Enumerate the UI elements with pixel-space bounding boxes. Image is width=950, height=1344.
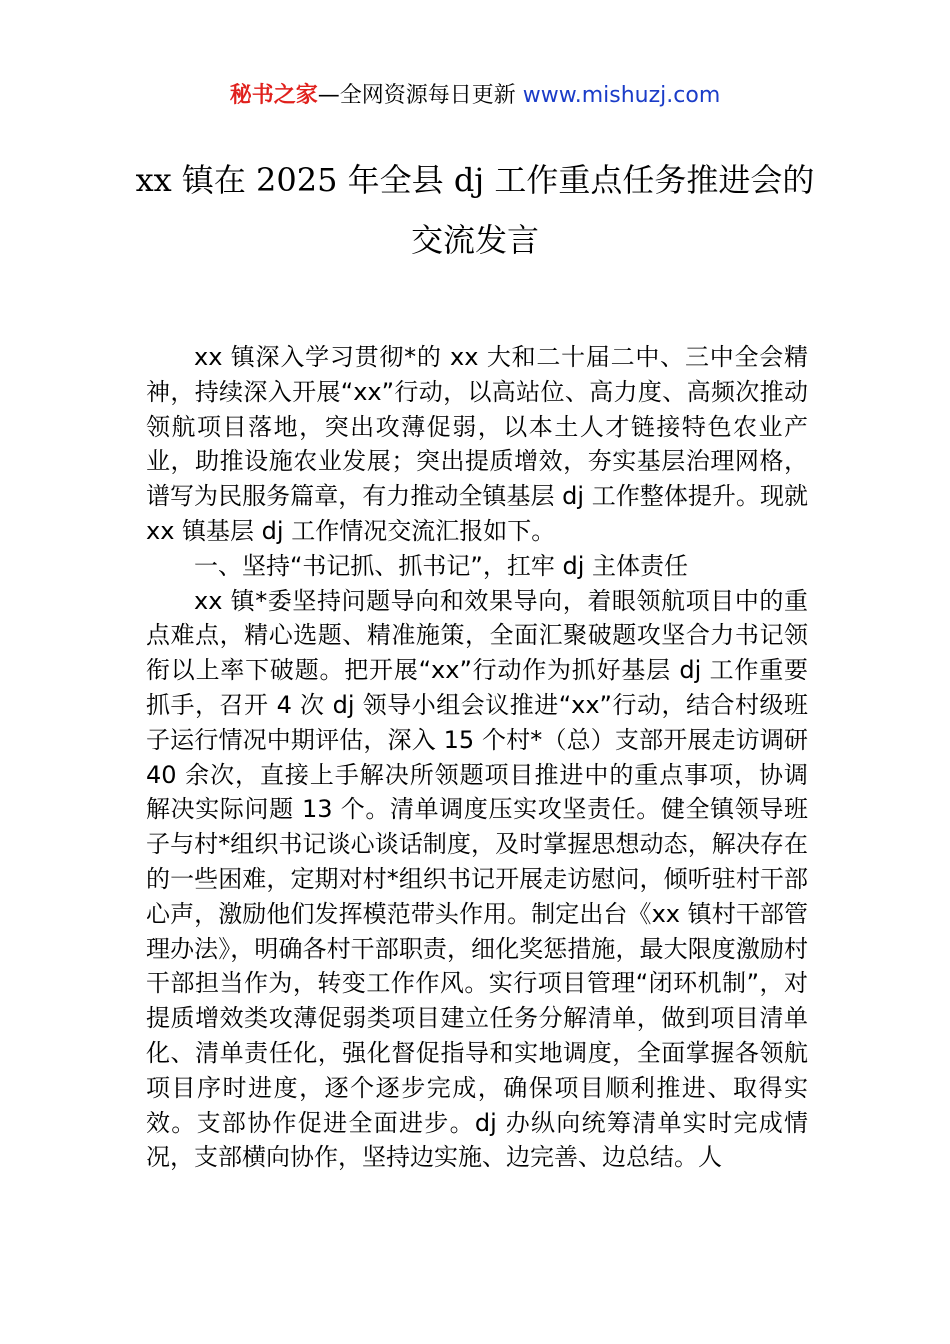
section-heading: 一、坚持“书记抓、抓书记”，扛牢 dj 主体责任 <box>194 551 689 580</box>
site-tagline: —全网资源每日更新 <box>317 83 523 108</box>
document-body <box>146 340 808 1175</box>
site-header <box>0 80 950 112</box>
site-brand[interactable]: 秘书之家 <box>229 83 318 108</box>
document-title: xx 镇在 2025 年全县 dj 工作重点任务推进会的交流发言 <box>135 161 815 259</box>
intro-paragraph: xx 镇深入学习贯彻*的 xx 大和二十届二中、三中全会精神，持续深入开展“xx”行动，以高站位、高力度、高频次推动领航项目落地，突出攻薄促弱，以本土人才链接特色农业产业，助推设施农业发展；突出提质增效，夯实基层治理网格，谱写为民服务篇章，有力推动全镇基层 dj 工作整体提升。现就 xx 镇基层 dj 工作情况交流汇报如下。 <box>146 343 808 545</box>
body-paragraph: xx 镇*委坚持问题导向和效果导向，着眼领航项目中的重点难点，精心选题、精准施策，全面汇聚破题攻坚合力书记领衔以上率下破题。把开展“xx”行动作为抓好基层 dj 工作重要抓手，召开 4 次 dj 领导小组会议推进“xx”行动，结合村级班子运行情况中期评估，深入 15 个村*（总）支部开展走访调研 40 余次，直接上手解决所领题项目推进中的重点事项，协调解决实际问题 13 个。清单调度压实攻坚责任。健全镇领导班子与村*组织书记谈心谈话制度，及时掌握思想动态，解决存在的一些困难，定期对村*组织书记开展走访慰问，倾听驻村干部心声，激励他们发挥模范带头作用。制定出台《xx 镇村干部管理办法》，明确各村干部职责，细化奖惩措施，最大限度激励村干部担当作为，转变工作作风。实行项目管理“闭环机制”，对提质增效类攻薄促弱类项目建立任务分解清单，做到项目清单化、清单责任化，强化督促指导和实地调度，全面掌握各领航项目序时进度，逐个逐步完成，确保项目顺利推进、取得实效。支部协作促进全面进步。dj 办纵向统筹清单实时完成情况，支部横向协作，坚持边实施、边完善、边总结。人 <box>146 586 808 1172</box>
site-url-link[interactable]: www.mishuzj.com <box>522 83 721 108</box>
